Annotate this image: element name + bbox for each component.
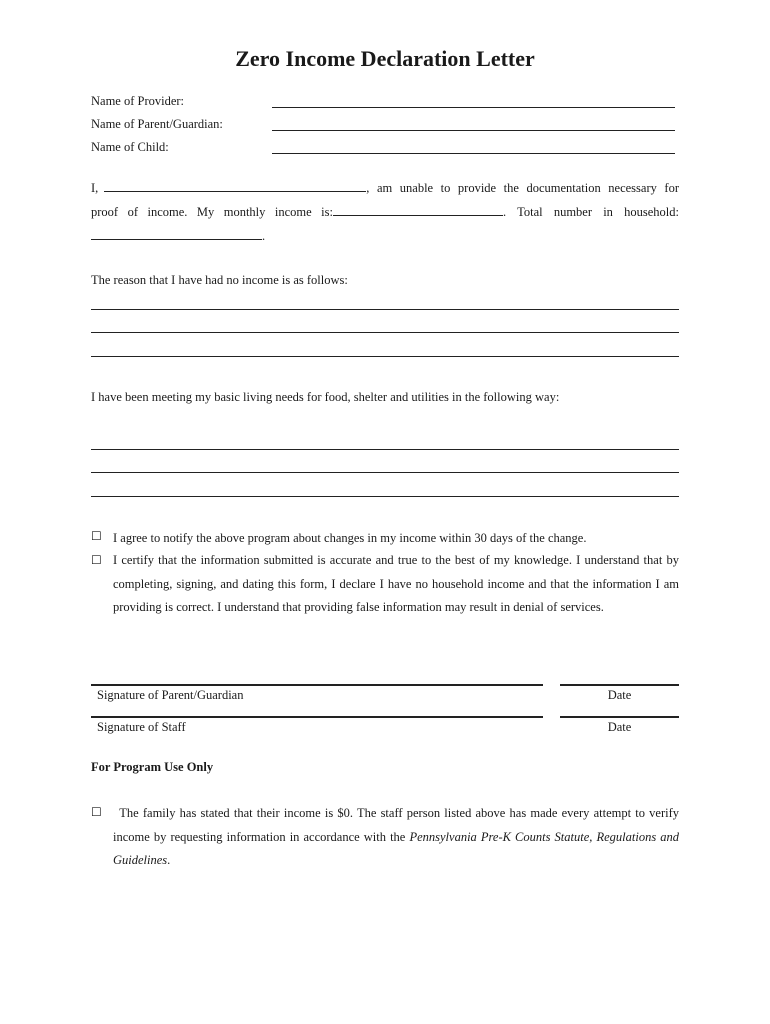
household-count-field[interactable] <box>91 228 262 240</box>
program-statement-text: The family has stated that their income is $0. The staff person listed above has made every attempt to verify income by requesting information in accordance with the <box>113 806 679 844</box>
needs-line-3[interactable] <box>91 496 679 497</box>
statement-text-1: , am unable to provide the documentation necessary for <box>366 181 679 195</box>
monthly-income-field[interactable] <box>333 204 503 216</box>
statement-text-3: . Total number in household: <box>503 205 679 219</box>
child-label: Name of Child: <box>91 140 169 154</box>
parent-date-line[interactable] <box>560 684 679 686</box>
parent-signature-line[interactable] <box>91 684 543 686</box>
program-checkbox[interactable]: ☐ <box>91 805 102 819</box>
statement-line-2 <box>91 200 679 224</box>
declarant-name-field[interactable] <box>104 180 366 192</box>
statement-i: I, <box>91 181 99 195</box>
staff-signature-label: Signature of Staff <box>97 720 186 734</box>
needs-line-2[interactable] <box>91 472 679 473</box>
agree-text: I agree to notify the above program about changes in my income within 30 days of the change. <box>113 531 587 545</box>
staff-date-line[interactable] <box>560 716 679 718</box>
program-statute: Pennsylvania Pre-K Counts Statute, Regulations and Guidelines <box>113 829 680 867</box>
program-statement <box>113 802 679 873</box>
statement-text-2: proof of income. My monthly income is: <box>91 205 333 219</box>
program-statement-end: . <box>167 853 171 867</box>
statement-line-1 <box>91 176 679 200</box>
needs-line-1[interactable] <box>91 449 679 450</box>
staff-date-label: Date <box>607 720 632 734</box>
reason-line-2[interactable] <box>91 332 679 333</box>
program-heading: For Program Use Only <box>91 760 214 774</box>
staff-signature-line[interactable] <box>91 716 543 718</box>
statement-line-3 <box>91 224 265 248</box>
child-field[interactable] <box>272 153 675 154</box>
certify-text: I certify that the information submitted is accurate and true to the best of my knowledge. I understand that by completing, signing, and dating this form, I declare I have no household income and that the information I am providing is correct. I understand that providing false information may result in denial of services. <box>113 553 679 614</box>
statement-period: . <box>262 229 266 243</box>
reason-label: The reason that I have had no income is as follows: <box>91 273 348 287</box>
reason-line-1[interactable] <box>91 309 679 310</box>
needs-label: I have been meeting my basic living needs for food, shelter and utilities in the following way: <box>91 390 560 404</box>
parent-date-label: Date <box>607 688 632 702</box>
parent-label: Name of Parent/Guardian: <box>91 117 223 131</box>
provider-label: Name of Provider: <box>91 94 185 108</box>
document-title: Zero Income Declaration Letter <box>235 46 535 71</box>
agree-checkbox[interactable]: ☐ <box>91 529 102 543</box>
parent-field[interactable] <box>272 130 675 131</box>
reason-line-3[interactable] <box>91 356 679 357</box>
certify-checkbox[interactable]: ☐ <box>91 553 102 567</box>
parent-signature-label: Signature of Parent/Guardian <box>97 688 244 702</box>
provider-field[interactable] <box>272 107 675 108</box>
